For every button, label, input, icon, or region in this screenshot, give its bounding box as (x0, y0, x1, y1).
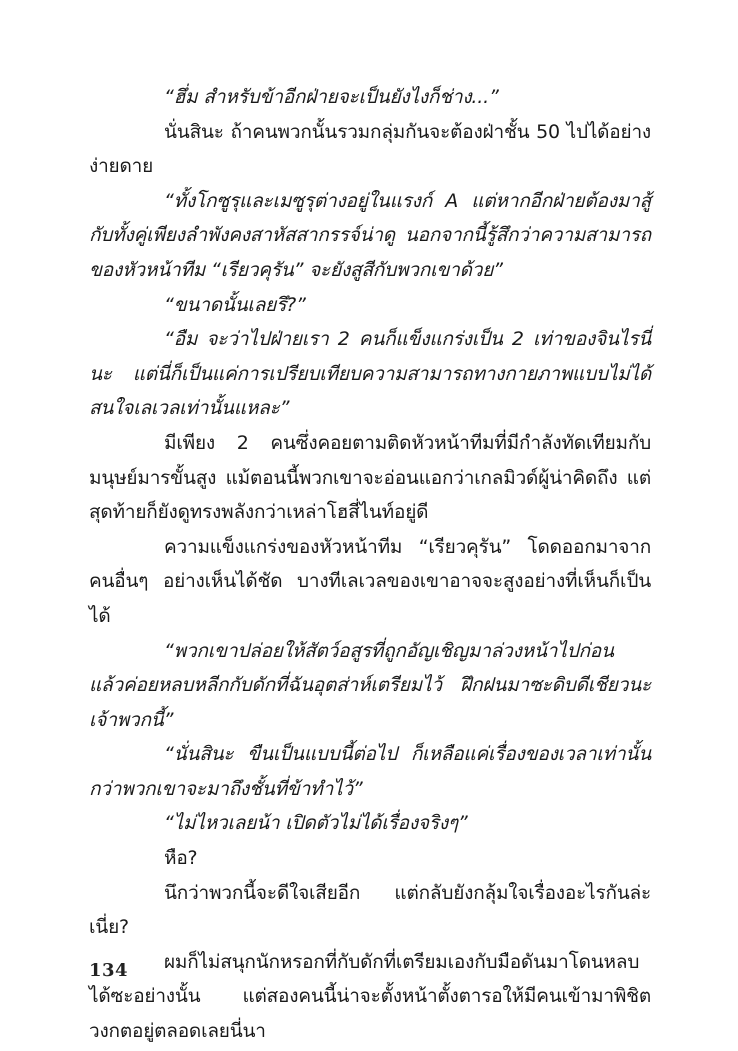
paragraph-7: ความแข็งแกร่งของหัวหน้าทีม “เรียวคุรัน” โดดออกมาจากคนอื่นๆ อย่างเห็นได้ชัด บางทีเลเวลของเขาอาจจะสูงอย่างที่เห็นก็เป็นได้ (89, 535, 651, 627)
body-text (89, 80, 651, 1049)
paragraph-10: “ไม่ไหวเลยน้า เปิดตัวไม่ได้เรื่องจริงๆ” (164, 812, 468, 835)
paragraph-2: นั่นสินะ ถ้าคนพวกนั้นรวมกลุ่มกันจะต้องฝ่าชั้น 50 ไปได้อย่างง่ายดาย (89, 120, 651, 178)
paragraph-9: “นั่นสินะ ขืนเป็นแบบนี้ต่อไป ก็เหลือแค่เรื่องของเวลาเท่านั้นกว่าพวกเขาจะมาถึงชั้นที่ข้าทำไว้” (89, 743, 651, 800)
page-number: 134 (89, 960, 129, 981)
paragraph-3: “ทั้งโกซูรุและเมซูรุต่างอยู่ในแรงก์ A แต่หากอีกฝ่ายต้องมาสู้กับทั้งคู่เพียงลำพังคงสาหัสสากรรจ์น่าดู นอกจากนี้รู้สึกว่าความสามารถของหัวหน้าทีม “เรียวคุรัน” จะยังสูสีกับพวกเขาด้วย” (89, 189, 651, 281)
paragraph-8: “พวกเขาปล่อยให้สัตว์อสูรที่ถูกอัญเชิญมาล่วงหน้าไปก่อน แล้วค่อยหลบหลีกกับดักที่ฉันอุตส่าห์เตรียมไว้ ฝึกฝนมาซะดิบดีเชียวนะเจ้าพวกนี้” (89, 639, 651, 731)
paragraph-12: นึกว่าพวกนี้จะดีใจเสียอีก แต่กลับยังกลุ้มใจเรื่องอะไรกันล่ะเนี่ย? (89, 881, 651, 939)
paragraph-4: “ขนาดนั้นเลยรึ?” (164, 293, 306, 316)
paragraph-13: ผมก็ไม่สนุกนักหรอกที่กับดักที่เตรียมเองกับมือดันมาโดนหลบได้ซะอย่างนั้น แต่สองคนนี้น่าจะตั้งหน้าตั้งตารอให้มีคนเข้ามาพิชิตวงกตอยู่ตลอดเลยนี่นา (89, 950, 651, 1043)
paragraph-6: มีเพียง 2 คนซึ่งคอยตามติดหัวหน้าทีมที่มีกำลังทัดเทียมกับมนุษย์มารขั้นสูง แม้ตอนนี้พวกเขาจะอ่อนแอกว่าเกลมิวด์ผู้น่าคิดถึง แต่สุดท้ายก็ยังดูทรงพลังกว่าเหล่าโฮสี่ไนท์อยู่ดี (89, 431, 651, 524)
paragraph-1: “ฮึ่ม สำหรับข้าอีกฝ่ายจะเป็นยังไงก็ช่าง...” (164, 86, 499, 108)
paragraph-11: หือ? (164, 847, 198, 870)
paragraph-5: “อืม จะว่าไปฝ่ายเรา 2 คนก็แข็งแกร่งเป็น 2 เท่าของจินไรนี่นะ แต่นี่ก็เป็นแค่การเปรียบเทียบความสามารถทางกายภาพแบบไม่ได้สนใจเลเวลเท่านั้นแหละ” (89, 328, 651, 420)
